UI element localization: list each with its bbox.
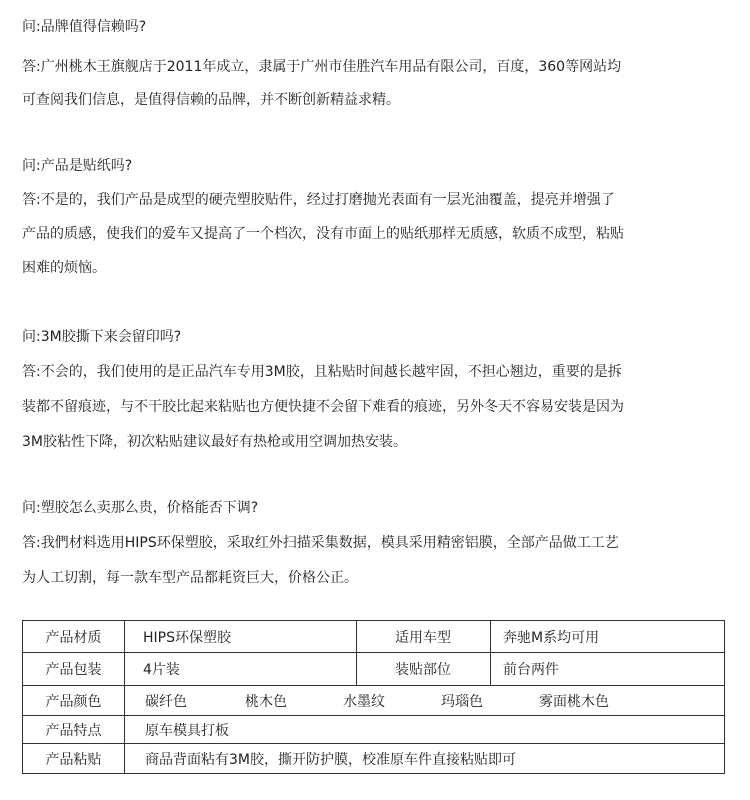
material-value: HIPS环保塑胶 [143, 629, 231, 646]
model-value: 奔驰M系均可用 [503, 629, 600, 646]
model-label: 适用车型 [395, 629, 451, 646]
position-value: 前台两件 [503, 662, 559, 678]
faq-question: 问:产品是贴纸吗? [22, 158, 133, 174]
color-option: 碳纤色 [145, 693, 187, 710]
color-option: 雾面桃木色 [539, 693, 609, 710]
table-row [23, 621, 724, 653]
position-label: 装贴部位 [395, 662, 451, 678]
faq-answer-line: 答:广州桃木王旗舰店于2011年成立，隶属于广州市佳胜汽车用品有限公司，百度，360等网站均 [22, 59, 622, 75]
package-label: 产品包装 [23, 653, 125, 685]
install-label: 产品粘贴 [23, 744, 125, 773]
column-divider [490, 621, 491, 652]
faq-answer-line: 答:不是的，我们产品是成型的硬壳塑胶贴件，经过打磨抛光表面有一层光油覆盖，提亮并增强了 [22, 192, 615, 208]
install-value: 商品背面粘有3M胶，撕开防护膜，校准原车件直接粘贴即可 [145, 751, 516, 768]
color-option: 桃木色 [245, 693, 287, 710]
faq-question: 问:3M胶撕下来会留印吗? [22, 329, 182, 345]
feature-value: 原车模具打板 [145, 722, 229, 739]
feature-label: 产品特点 [23, 716, 125, 743]
faq-answer-line: 答:我們材料选用HIPS环保塑胶，采取红外扫描采集数据，模具采用精密铝膜，全部产品做工工艺 [22, 535, 619, 551]
faq-answer-line: 产品的质感，使我们的爱车又提高了一个档次，没有市面上的贴纸那样无质感，软质不成型，粘贴 [22, 226, 624, 242]
table-row [23, 653, 724, 686]
faq-answer-line: 3M胶粘性下降，初次粘贴建议最好有热枪或用空调加热安装。 [22, 434, 407, 450]
material-label: 产品材质 [23, 621, 125, 652]
table-row [23, 716, 724, 744]
faq-answer-line: 可查阅我们信息，是值得信赖的品牌，并不断创新精益求精。 [22, 92, 400, 108]
faq-question: 问:塑胶怎么卖那么贵，价格能否下调? [22, 500, 259, 516]
faq-answer-line: 装都不留痕迹，与不干胶比起来粘贴也方便快捷不会留下难看的痕迹，另外冬天不容易安装是因为 [22, 399, 624, 415]
package-value: 4片装 [143, 662, 180, 678]
color-label: 产品颜色 [23, 686, 125, 715]
faq-question: 问:品牌值得信赖吗? [22, 19, 147, 35]
faq-answer-line: 答:不会的，我们使用的是正品汽车专用3M胶，且粘贴时间越长越牢固，不担心翘边，重要的是拆 [22, 364, 622, 380]
color-option: 玛瑙色 [441, 693, 483, 710]
table-row [23, 744, 724, 773]
column-divider [490, 653, 491, 685]
color-option: 水墨纹 [343, 693, 385, 710]
spec-table [22, 620, 725, 774]
faq-answer-line: 困难的烦恼。 [22, 260, 106, 276]
faq-answer-line: 为人工切割，每一款车型产品都耗资巨大，价格公正。 [22, 570, 358, 586]
table-row [23, 686, 724, 716]
